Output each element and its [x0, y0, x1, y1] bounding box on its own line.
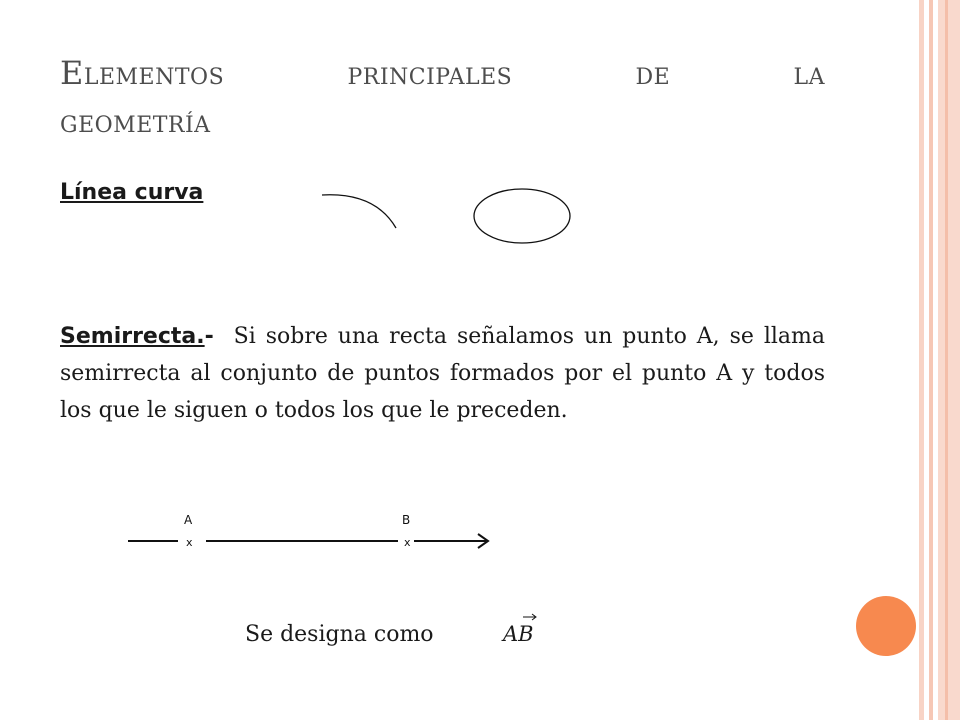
ray-notation-label: AB [503, 622, 534, 646]
designation-text: Se designa como [245, 622, 434, 647]
ray-notation [503, 614, 534, 646]
semirrecta-definition [60, 318, 832, 429]
title-word: Elementos [60, 54, 225, 92]
point-a-marker: x [186, 536, 193, 549]
ray-diagram [120, 505, 500, 565]
slide-title-line2: geometría [60, 102, 211, 140]
open-curve-line [322, 195, 396, 228]
title-word: la [793, 54, 825, 92]
semirrecta-dash: - [204, 324, 214, 349]
semirrecta-text: Si sobre una recta señalamos un punto A, se llama semirrecta al conjunto de puntos formados por el punto A y todos los que le siguen o todos los que le preceden. [60, 324, 832, 423]
border-band [938, 0, 960, 720]
accent-circle-decoration [856, 596, 916, 656]
curve-illustration [310, 180, 580, 250]
slide-title [60, 50, 825, 96]
vector-arrow-icon [522, 612, 538, 622]
title-word: principales [347, 54, 513, 92]
curve-heading: Línea curva [60, 180, 204, 205]
point-b-marker: x [404, 536, 411, 549]
title-word: de [635, 54, 671, 92]
closed-curve-ellipse [474, 189, 570, 243]
border-band [929, 0, 933, 720]
point-b-label: B [402, 513, 411, 527]
border-band [919, 0, 924, 720]
point-a-label: A [184, 513, 193, 527]
border-band [945, 0, 948, 720]
semirrecta-label: Semirrecta. [60, 324, 205, 349]
